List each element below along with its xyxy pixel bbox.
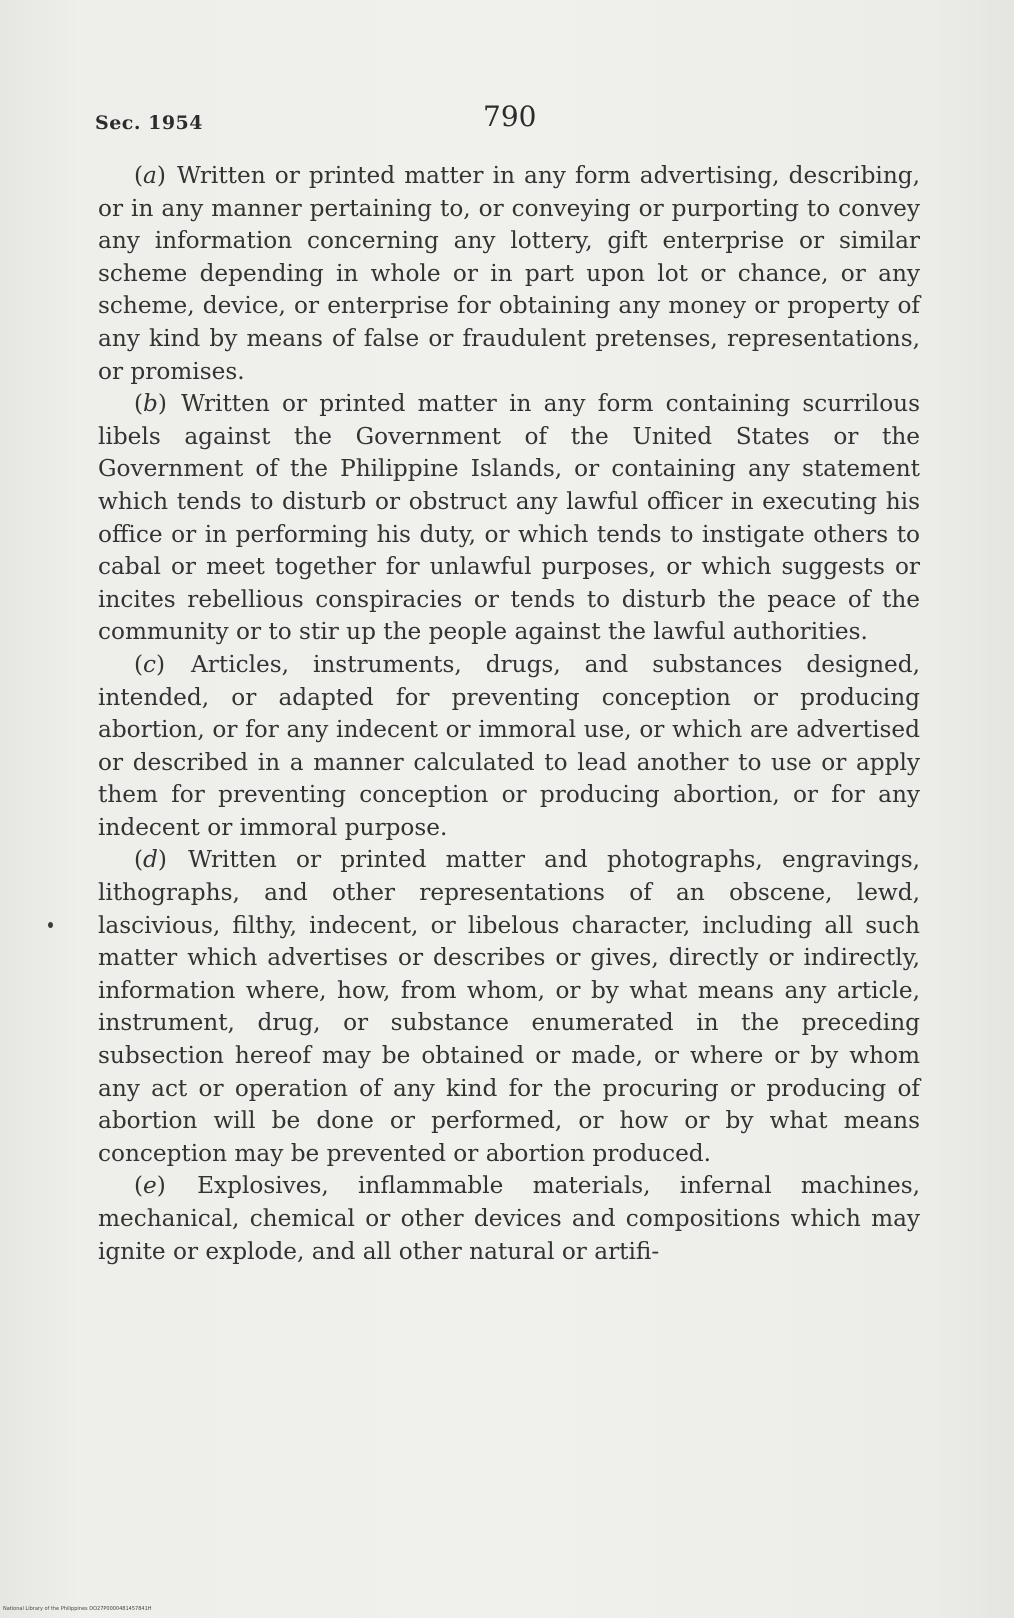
paragraph-a-text: Written or printed matter in any form advertising, describing, or in any manner pertaining to, or conveying or purporting to convey any information concerning any lottery, gift enterprise or similar scheme depending in whole or in part upon lot or chance, or any scheme, device, or enterprise for obtaining any money or property of any kind by means of false or fraudulent pretenses, representations, or promises. — [98, 162, 920, 385]
paragraph-b — [98, 388, 920, 649]
statute-body — [98, 160, 920, 1268]
paragraph-e-label: ( e ) — [134, 1172, 166, 1199]
paragraph-a-label: ( a ) — [134, 162, 166, 189]
paragraph-e — [98, 1170, 920, 1268]
paragraph-a — [98, 160, 920, 388]
paragraph-d-label: ( d ) — [134, 846, 167, 873]
margin-mark — [48, 922, 53, 928]
paragraph-b-text: Written or printed matter in any form containing scurrilous libels against the Government of the United States or the Government of the Philippine Islands, or containing any statement which tends to disturb or obstruct any lawful officer in executing his office or in performing his duty, or which tends to instigate others to cabal or meet together for unlawful purposes, or which suggests or incites rebellious conspiracies or tends to disturb the peace of the community or to stir up the people against the lawful authorities. — [98, 390, 920, 646]
section-reference: Sec. 1954 — [95, 112, 203, 134]
page-header — [95, 100, 920, 140]
paragraph-d-text: Written or printed matter and photographs, engravings, lithographs, and other representations of an obscene, lewd, lascivious, filthy, indecent, or libelous character, including all such matter which advertises or describes or gives, directly or indirectly, information where, how, from whom, or by what means any article, instrument, drug, or substance enumerated in the preceding subsection hereof may be obtained or made, or where or by whom any act or operation of any kind for the procuring or producing of abortion will be done or performed, or how or by what means conception may be prevented or abortion produced. — [98, 846, 920, 1167]
paragraph-b-label: ( b ) — [134, 390, 167, 417]
scan-footer: National Library of the Philippines DO27P0000481457841H — [3, 1606, 152, 1612]
paragraph-e-text: Explosives, inflammable materials, infernal machines, mechanical, chemical or other devices and compositions which may ignite or explode, and all other natural or artifi- — [98, 1172, 920, 1265]
paragraph-c-label: ( c ) — [134, 651, 165, 678]
paragraph-c-text: Articles, instruments, drugs, and substances designed, intended, or adapted for preventing conception or producing abortion, or for any indecent or immoral use, or which are advertised or described in a manner calculated to lead another to use or apply them for preventing conception or producing abortion, or for any indecent or immoral purpose. — [98, 650, 920, 841]
paragraph-c — [98, 649, 920, 845]
paragraph-d — [98, 844, 920, 1170]
page-number: 790 — [483, 100, 537, 133]
